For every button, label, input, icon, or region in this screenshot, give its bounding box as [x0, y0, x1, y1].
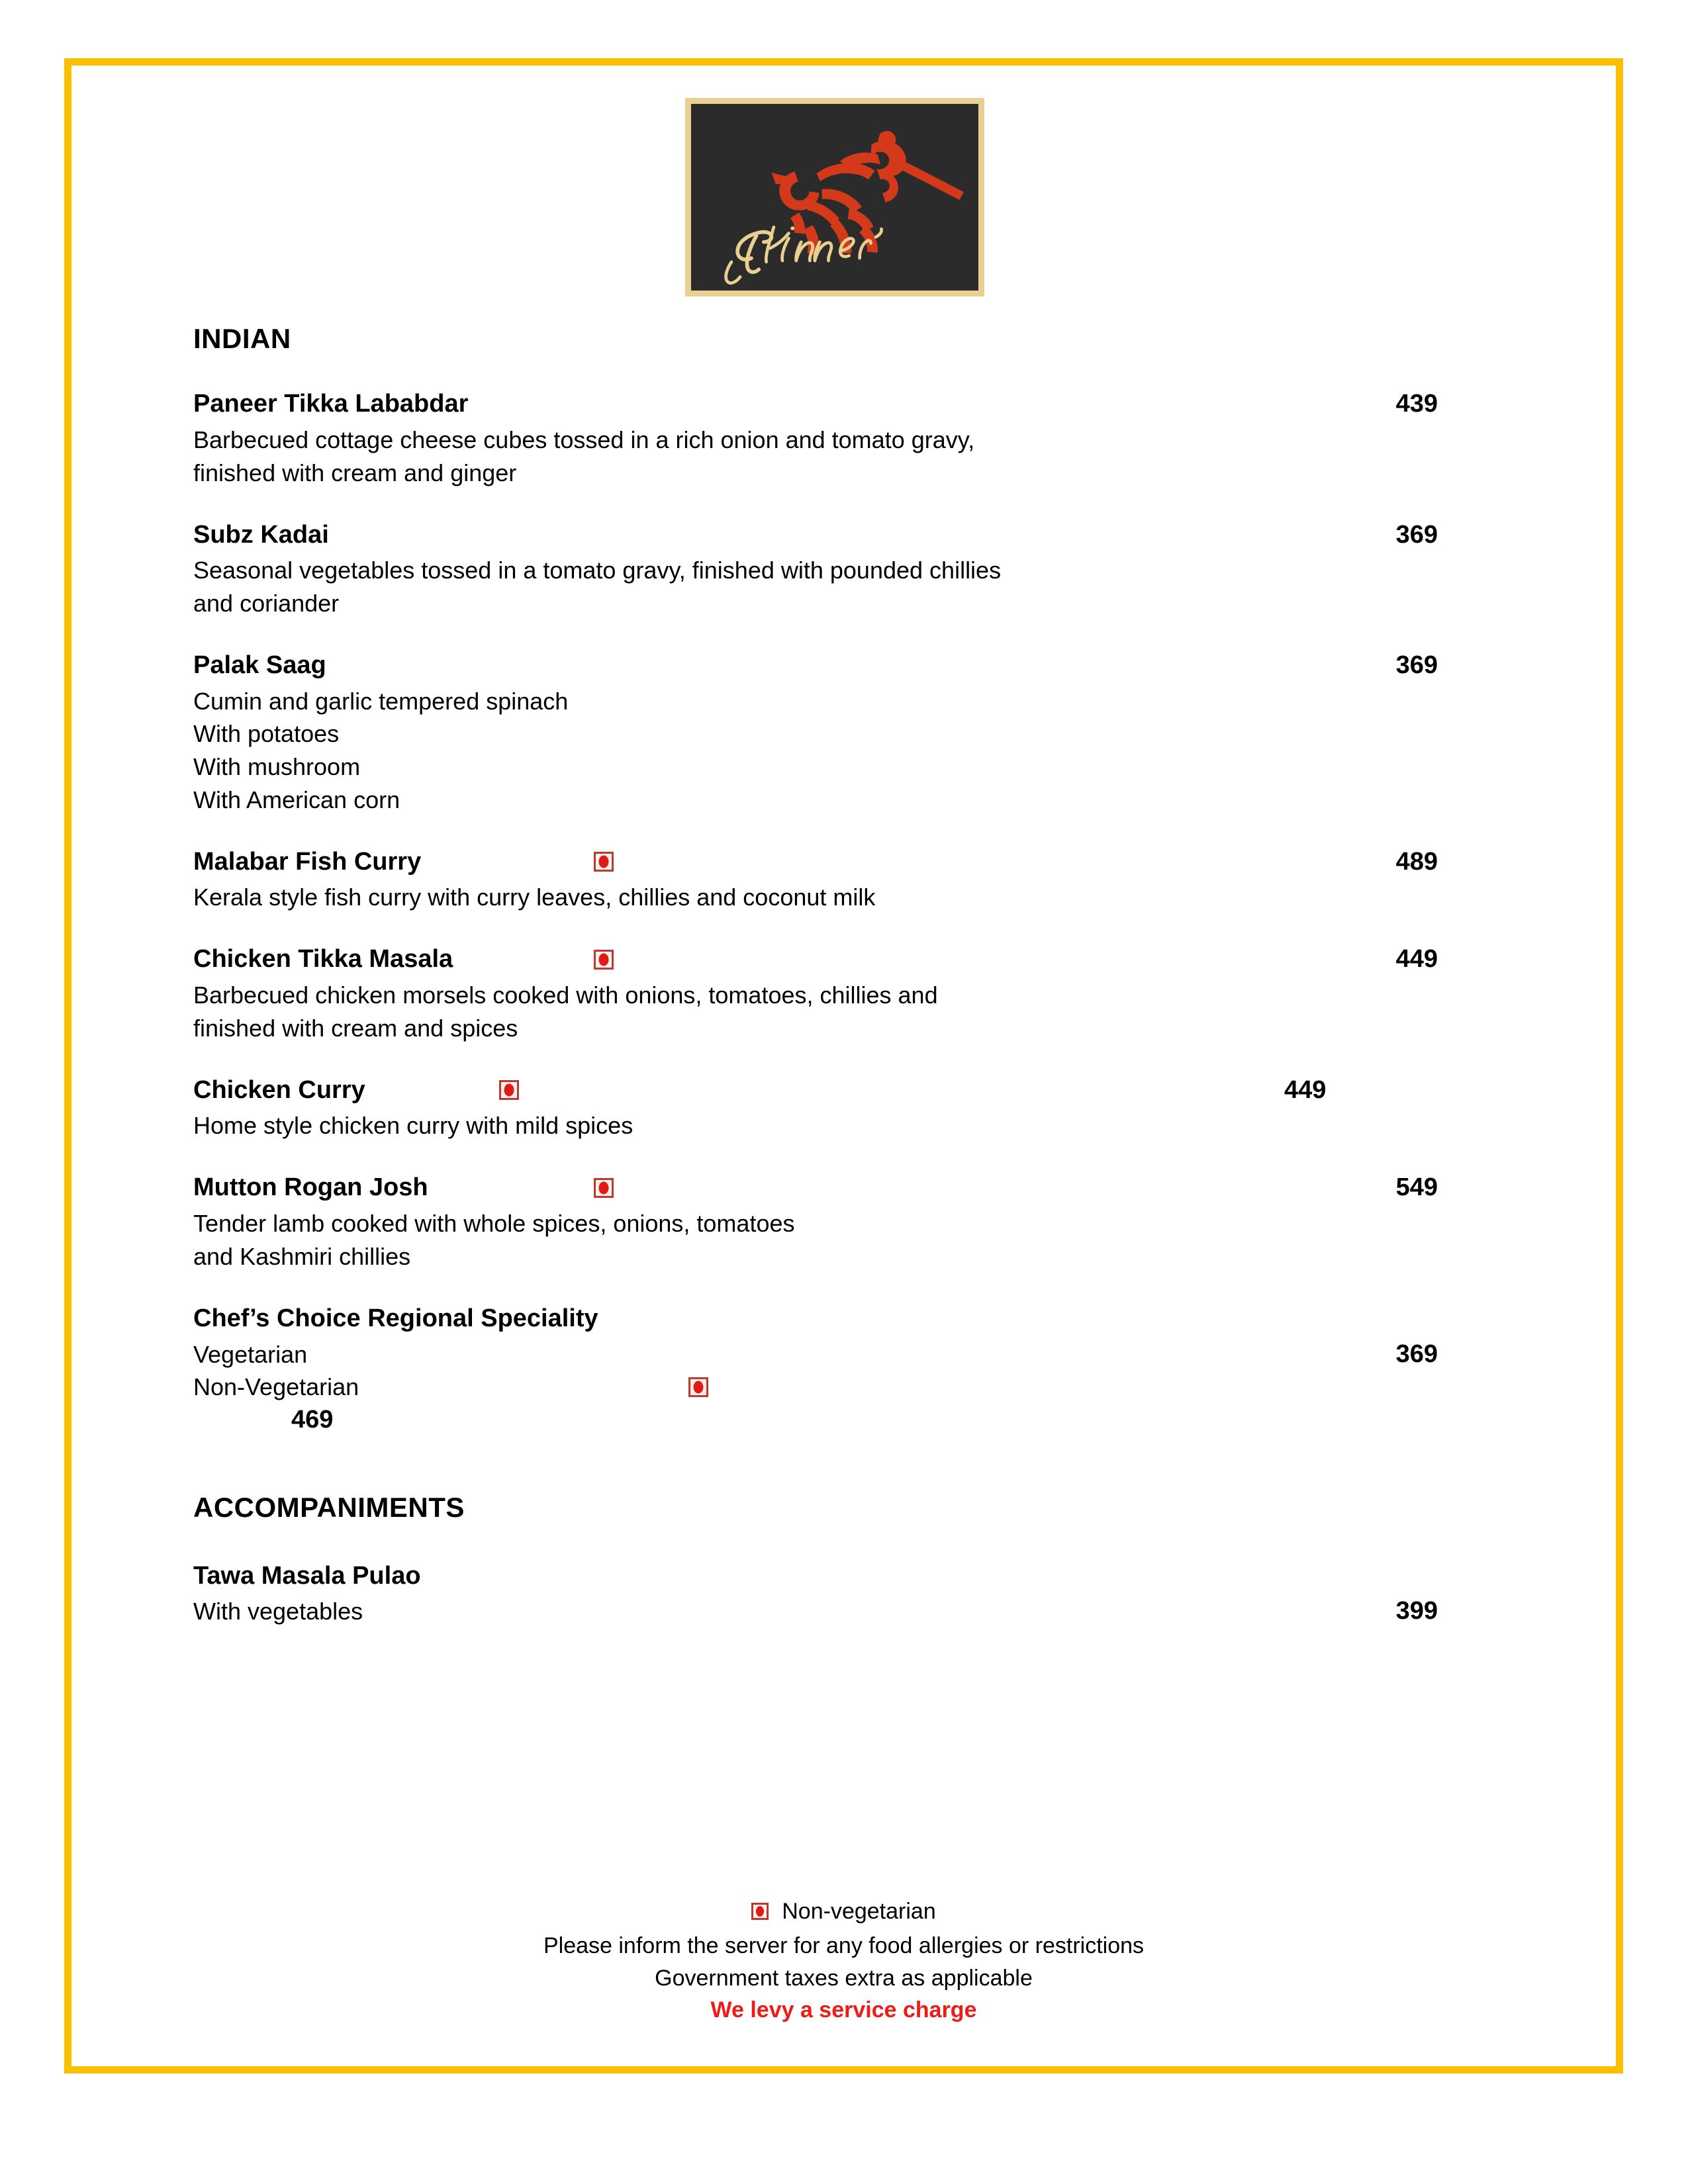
menu-item-description [193, 979, 1438, 1044]
description-line: finished with cream and ginger [193, 459, 517, 486]
menu-item-price: 369 [1395, 651, 1438, 680]
menu-item [193, 649, 1438, 817]
non-veg-marker-icon [594, 950, 614, 970]
menu-item-price: 449 [1284, 1075, 1327, 1104]
option-price: 369 [1395, 1340, 1438, 1368]
menu-item [193, 388, 1438, 489]
menu-item-price: 439 [1395, 390, 1438, 418]
section-title-indian: INDIAN [193, 323, 291, 354]
description-line: With vegetables [193, 1598, 363, 1625]
menu-item-name: Chicken Curry [193, 1075, 365, 1104]
menu-item-price: 489 [1395, 847, 1438, 876]
menu-item-header [193, 649, 1438, 682]
chefs-choice-option-non-vegetarian [193, 1371, 1438, 1404]
menu-item-description [193, 685, 1438, 817]
menu-item-description [193, 424, 1438, 489]
menu-content [193, 324, 1438, 1657]
menu-item-description [193, 1207, 1438, 1273]
polo-rider-logo-icon [691, 104, 978, 291]
menu-item-name: Tawa Masala Pulao [193, 1561, 421, 1590]
menu-item-description [193, 1109, 1438, 1142]
non-veg-marker-slot [499, 1073, 519, 1107]
menu-footer [64, 1895, 1623, 2026]
non-veg-marker-icon [594, 852, 614, 872]
menu-item-header [193, 943, 1438, 976]
menu-item-name: Mutton Rogan Josh [193, 1173, 428, 1202]
section-title-accompaniments: ACCOMPANIMENTS [193, 1492, 465, 1524]
option-label: Vegetarian [193, 1340, 308, 1368]
description-line: Cumin and garlic tempered spinach [193, 687, 569, 715]
chefs-choice-non-veg-price: 469 [291, 1405, 334, 1433]
footer-legend-label: Non-vegetarian [782, 1899, 936, 1924]
chefs-choice-option-vegetarian [193, 1338, 1438, 1371]
description-line: With mushroom [193, 753, 361, 781]
menu-item [193, 943, 1438, 1044]
menu-item [193, 1073, 1438, 1142]
restaurant-logo [685, 98, 984, 296]
menu-item-price: 449 [1395, 945, 1438, 974]
description-line: With potatoes [193, 720, 340, 748]
menu-item-description [193, 1595, 1438, 1628]
menu-item-name: Palak Saag [193, 651, 326, 680]
menu-item-header [193, 845, 1438, 878]
description-line: Home style chicken curry with mild spices [193, 1112, 633, 1140]
footer-service-charge-note: We levy a service charge [710, 1997, 977, 2023]
menu-item-name: Chef’s Choice Regional Speciality [193, 1304, 598, 1332]
non-veg-marker-slot [594, 845, 614, 878]
description-line: Barbecued cottage cheese cubes tossed in a rich onion and tomato gravy, [193, 426, 975, 454]
menu-item-header [193, 518, 1438, 551]
menu-item-description [193, 881, 1438, 914]
non-veg-marker-slot [688, 1371, 708, 1404]
description-line: Barbecued chicken morsels cooked with onions, tomatoes, chillies and [193, 981, 938, 1009]
non-veg-marker-slot [594, 1171, 614, 1205]
non-veg-marker-icon [499, 1080, 519, 1100]
menu-item-price: 549 [1395, 1173, 1438, 1202]
menu-item-header [193, 1559, 1438, 1592]
description-line: finished with cream and spices [193, 1014, 518, 1042]
description-line: Kerala style fish curry with curry leaves, chillies and coconut milk [193, 884, 876, 911]
description-line: and Kashmiri chillies [193, 1242, 411, 1270]
logo-plaque [685, 98, 984, 296]
menu-item-header [193, 388, 1438, 421]
footer-legend [64, 1895, 1623, 1927]
footer-allergy-note: Please inform the server for any food allergies or restrictions [543, 1933, 1145, 1959]
menu-item [193, 1559, 1438, 1628]
menu-item-name: Paneer Tikka Lababdar [193, 390, 469, 418]
description-line: Seasonal vegetables tossed in a tomato gravy, finished with pounded chillies [193, 557, 1002, 584]
description-line: Tender lamb cooked with whole spices, onions, tomatoes [193, 1210, 795, 1238]
menu-item [193, 518, 1438, 619]
menu-item-name: Malabar Fish Curry [193, 847, 422, 876]
description-line: and coriander [193, 590, 340, 617]
non-veg-marker-icon [594, 1178, 614, 1198]
description-line: With American corn [193, 786, 400, 813]
menu-item-header [193, 1302, 1438, 1336]
menu-item [193, 845, 1438, 914]
menu-item [193, 1171, 1438, 1273]
non-veg-marker-icon [688, 1377, 708, 1397]
non-veg-marker-slot [594, 943, 614, 976]
menu-item-description [193, 554, 1438, 619]
non-veg-marker-icon [751, 1903, 769, 1920]
menu-item-chefs-choice [193, 1302, 1438, 1437]
menu-item-name: Chicken Tikka Masala [193, 945, 453, 974]
menu-item-price: 399 [1395, 1597, 1438, 1625]
menu-item-name: Subz Kadai [193, 520, 329, 549]
menu-item-header [193, 1073, 1438, 1107]
option-label: Non-Vegetarian [193, 1373, 359, 1401]
menu-item-price: 369 [1395, 520, 1438, 549]
footer-tax-note: Government taxes extra as applicable [655, 1965, 1033, 1991]
menu-item-header [193, 1171, 1438, 1205]
